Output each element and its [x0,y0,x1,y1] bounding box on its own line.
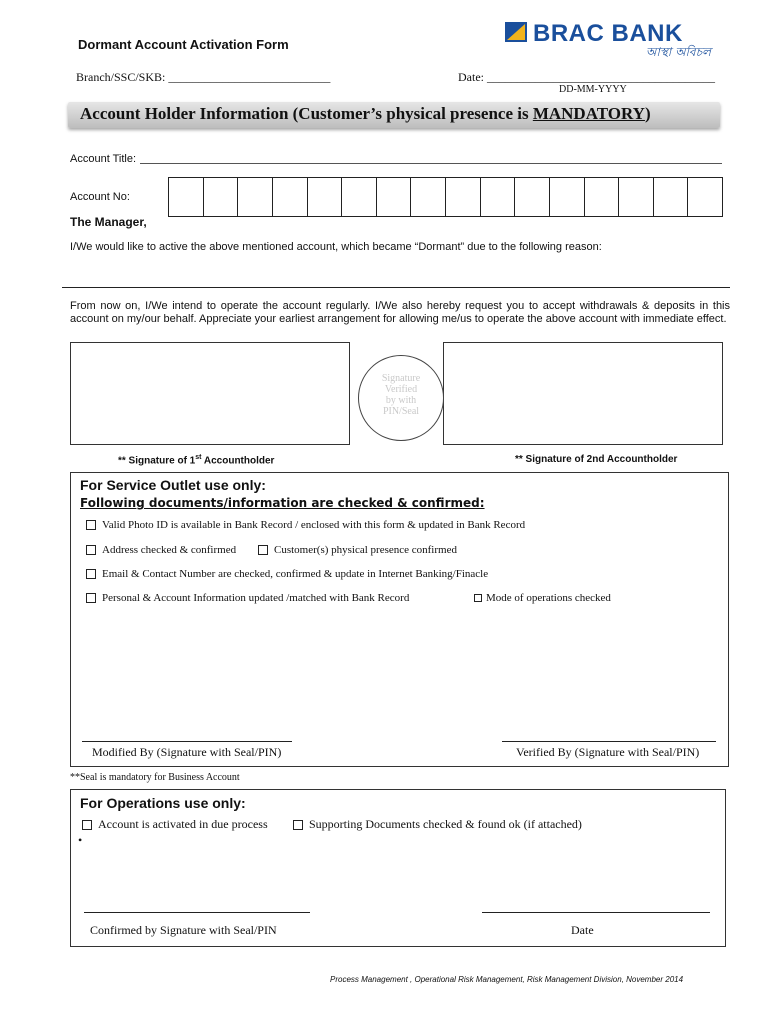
checkbox-icon[interactable] [86,520,96,530]
check-supporting[interactable] [293,817,582,832]
check-photo-id-label: Valid Photo ID is available in Bank Record / enclosed with this form & updated in Bank Record [102,519,526,531]
check-presence[interactable] [258,544,457,556]
account-title-label: Account Title: [70,153,137,165]
request-paragraph: From now on, I/We intend to operate the account regularly. I/We also hereby request you to accept withdrawals & deposits in this account on my/our behalf. Appreciate your earliest arrangement for allowing me/us to operate the above account with immediate effect. [70,300,730,325]
seal-note: **Seal is mandatory for Business Account [70,772,240,783]
operations-heading: For Operations use only: [80,795,246,811]
first-signature-label [118,454,274,466]
check-activated[interactable] [82,817,268,832]
checkbox-icon[interactable] [258,545,268,555]
bank-logo-icon [505,22,527,42]
first-signature-sup: st [195,454,202,461]
account-holder-section-header [68,102,720,128]
check-activated-label: Account is activated in due process [98,817,268,831]
check-address[interactable] [86,544,236,556]
section-title-suffix: ) [644,104,651,123]
date-field-label[interactable]: Date: ______________________________________ [458,70,715,84]
checkbox-icon[interactable] [474,594,482,602]
modified-by-label: Modified By (Signature with Seal/PIN) [92,745,282,759]
check-address-label: Address checked & confirmed [102,544,237,556]
modified-by-signature-line[interactable] [82,741,292,742]
brac-bank-logo [505,20,715,58]
check-mode[interactable] [474,592,611,604]
seal-line: Signature [381,373,421,384]
checkbox-icon[interactable] [86,545,96,555]
section-title-prefix: Account Holder Information (Customer’s physical presence is [80,104,533,123]
second-signature-box[interactable] [443,342,723,445]
confirmed-by-signature-line[interactable] [84,912,310,913]
verified-by-label: Verified By (Signature with Seal/PIN) [516,745,700,759]
service-outlet-heading: For Service Outlet use only: [80,477,266,493]
operations-date-label: Date [571,923,594,937]
verified-by-signature-line[interactable] [502,741,716,742]
service-outlet-subheading: Following documents/information are checked & confirmed: [80,496,485,510]
seal-line: by with [385,395,417,406]
section-title-emph: MANDATORY [532,104,645,123]
form-title: Dormant Account Activation Form [78,37,289,52]
reason-line: I/We would like to active the above mentioned account, which became “Dormant” due to the following reason: [70,241,602,253]
account-title-field[interactable] [140,163,722,164]
seal-line: PIN/Seal [382,406,420,417]
reason-field[interactable] [62,287,730,288]
second-signature-label: ** Signature of 2nd Accountholder [515,454,678,465]
salutation: The Manager, [70,215,147,229]
check-mode-label: Mode of operations checked [486,592,611,604]
date-format-hint: DD-MM-YYYY [559,84,627,95]
check-supporting-label: Supporting Documents checked & found ok (if attached) [309,817,582,831]
account-number-boxes[interactable] [168,177,723,217]
check-email[interactable] [86,568,488,580]
check-personal-label: Personal & Account Information updated /matched with Bank Record [102,592,410,604]
check-email-label: Email & Contact Number are checked, confirmed & update in Internet Banking/Finacle [102,568,489,580]
check-personal[interactable] [86,592,409,604]
footer-note: Process Management , Operational Risk Management, Risk Management Division, November 2014 [330,975,684,984]
branch-field-label[interactable]: Branch/SSC/SKB: ___________________________ [76,70,331,84]
check-presence-label: Customer(s) physical presence confirmed [274,544,457,556]
date-signature-line[interactable] [482,912,710,913]
operations-bullet: • [78,833,83,847]
bank-tagline: আস্থা অবিচল [645,45,711,59]
bank-name: BRAC BANK [533,20,683,47]
seal-line: Verified [384,384,418,395]
first-signature-box[interactable] [70,342,350,445]
first-signature-suffix: Accountholder [201,455,275,467]
check-photo-id[interactable] [86,519,525,531]
account-no-label: Account No: [70,191,130,203]
confirmed-by-label: Confirmed by Signature with Seal/PIN [90,923,277,937]
checkbox-icon[interactable] [82,820,92,830]
checkbox-icon[interactable] [86,569,96,579]
service-outlet-box [70,472,729,767]
first-signature-prefix: ** Signature of 1 [118,455,196,467]
signature-verified-seal [358,355,444,441]
checkbox-icon[interactable] [293,820,303,830]
checkbox-icon[interactable] [86,593,96,603]
